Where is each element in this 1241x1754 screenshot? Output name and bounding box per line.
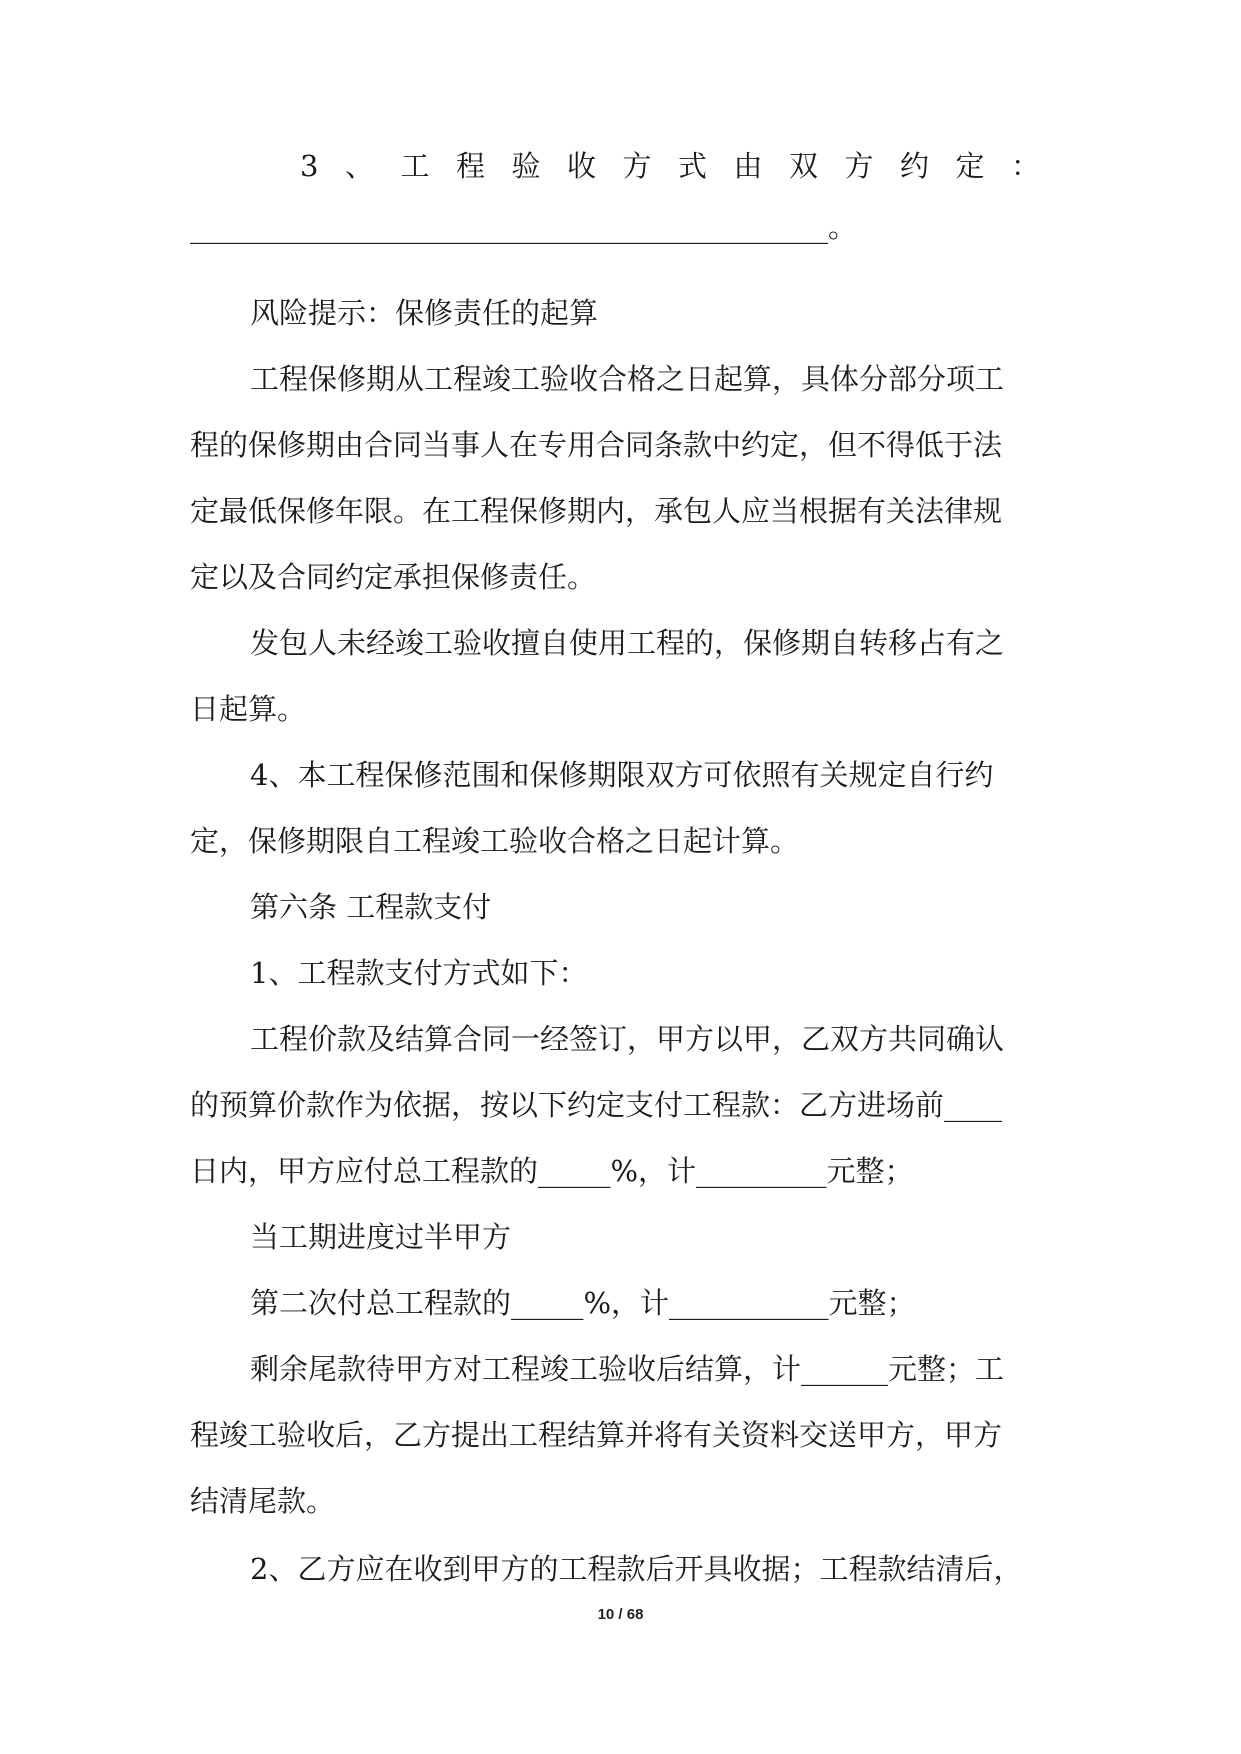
clause-3-heading-spread xyxy=(300,146,1040,186)
page-number: 10 / 68 xyxy=(597,1606,644,1623)
paragraph-line: 1、工程款支付方式如下： xyxy=(250,956,588,990)
paragraph-line: 第二次付总工程款的_____%，计___________元整； xyxy=(250,1286,916,1320)
paragraph-line: 当工期进度过半甲方 xyxy=(250,1220,512,1254)
risk-tip-heading: 风险提示：保修责任的起算 xyxy=(250,296,599,330)
spread-char: 方 xyxy=(844,149,874,183)
spread-char: 式 xyxy=(677,149,707,183)
spread-char: 约 xyxy=(899,149,929,183)
paragraph-line: 结清尾款。 xyxy=(190,1484,336,1518)
spread-char: 程 xyxy=(455,149,485,183)
paragraph-line: 日内，甲方应付总工程款的_____%，计_________元整； xyxy=(190,1154,914,1188)
spread-char: 由 xyxy=(733,149,763,183)
spread-char: 收 xyxy=(566,149,596,183)
paragraph-line: 定，保修期限自工程竣工验收合格之日起计算。 xyxy=(190,824,800,858)
spread-char: 3 xyxy=(300,149,319,183)
spread-char: 双 xyxy=(788,149,818,183)
blank-fill-line: ____________________________________________。 xyxy=(190,210,858,244)
paragraph-line: 2、乙方应在收到甲方的工程款后开具收据；工程款结清后， xyxy=(250,1552,1023,1586)
spread-char: 定 xyxy=(955,149,985,183)
paragraph-line: 的预算价款作为依据，按以下约定支付工程款：乙方进场前____ xyxy=(190,1088,1003,1122)
paragraph-line: 程竣工验收后，乙方提出工程结算并将有关资料交送甲方，甲方 xyxy=(190,1418,1003,1452)
paragraph-line: 定以及合同约定承担保修责任。 xyxy=(190,560,597,594)
paragraph-line: 工程保修期从工程竣工验收合格之日起算，具体分部分项工 xyxy=(250,362,1005,396)
paragraph-line: 定最低保修年限。在工程保修期内，承包人应当根据有关法律规 xyxy=(190,494,1003,528)
article-6-heading: 第六条 工程款支付 xyxy=(250,890,492,924)
paragraph-line: 发包人未经竣工验收擅自使用工程的，保修期自转移占有之 xyxy=(250,626,1005,660)
paragraph-line: 剩余尾款待甲方对工程竣工验收后结算，计______元整；工 xyxy=(250,1352,1005,1386)
paragraph-line: 4、本工程保修范围和保修期限双方可依照有关规定自行约 xyxy=(250,758,994,792)
spread-char: ： xyxy=(1010,149,1040,183)
spread-char: 工 xyxy=(400,149,430,183)
spread-char: 方 xyxy=(622,149,652,183)
paragraph-line: 工程价款及结算合同一经签订，甲方以甲，乙双方共同确认 xyxy=(250,1022,1005,1056)
paragraph-line: 日起算。 xyxy=(190,692,307,726)
spread-char: 验 xyxy=(511,149,541,183)
spread-char: 、 xyxy=(344,149,374,183)
paragraph-line: 程的保修期由合同当事人在专用合同条款中约定，但不得低于法 xyxy=(190,428,1003,462)
